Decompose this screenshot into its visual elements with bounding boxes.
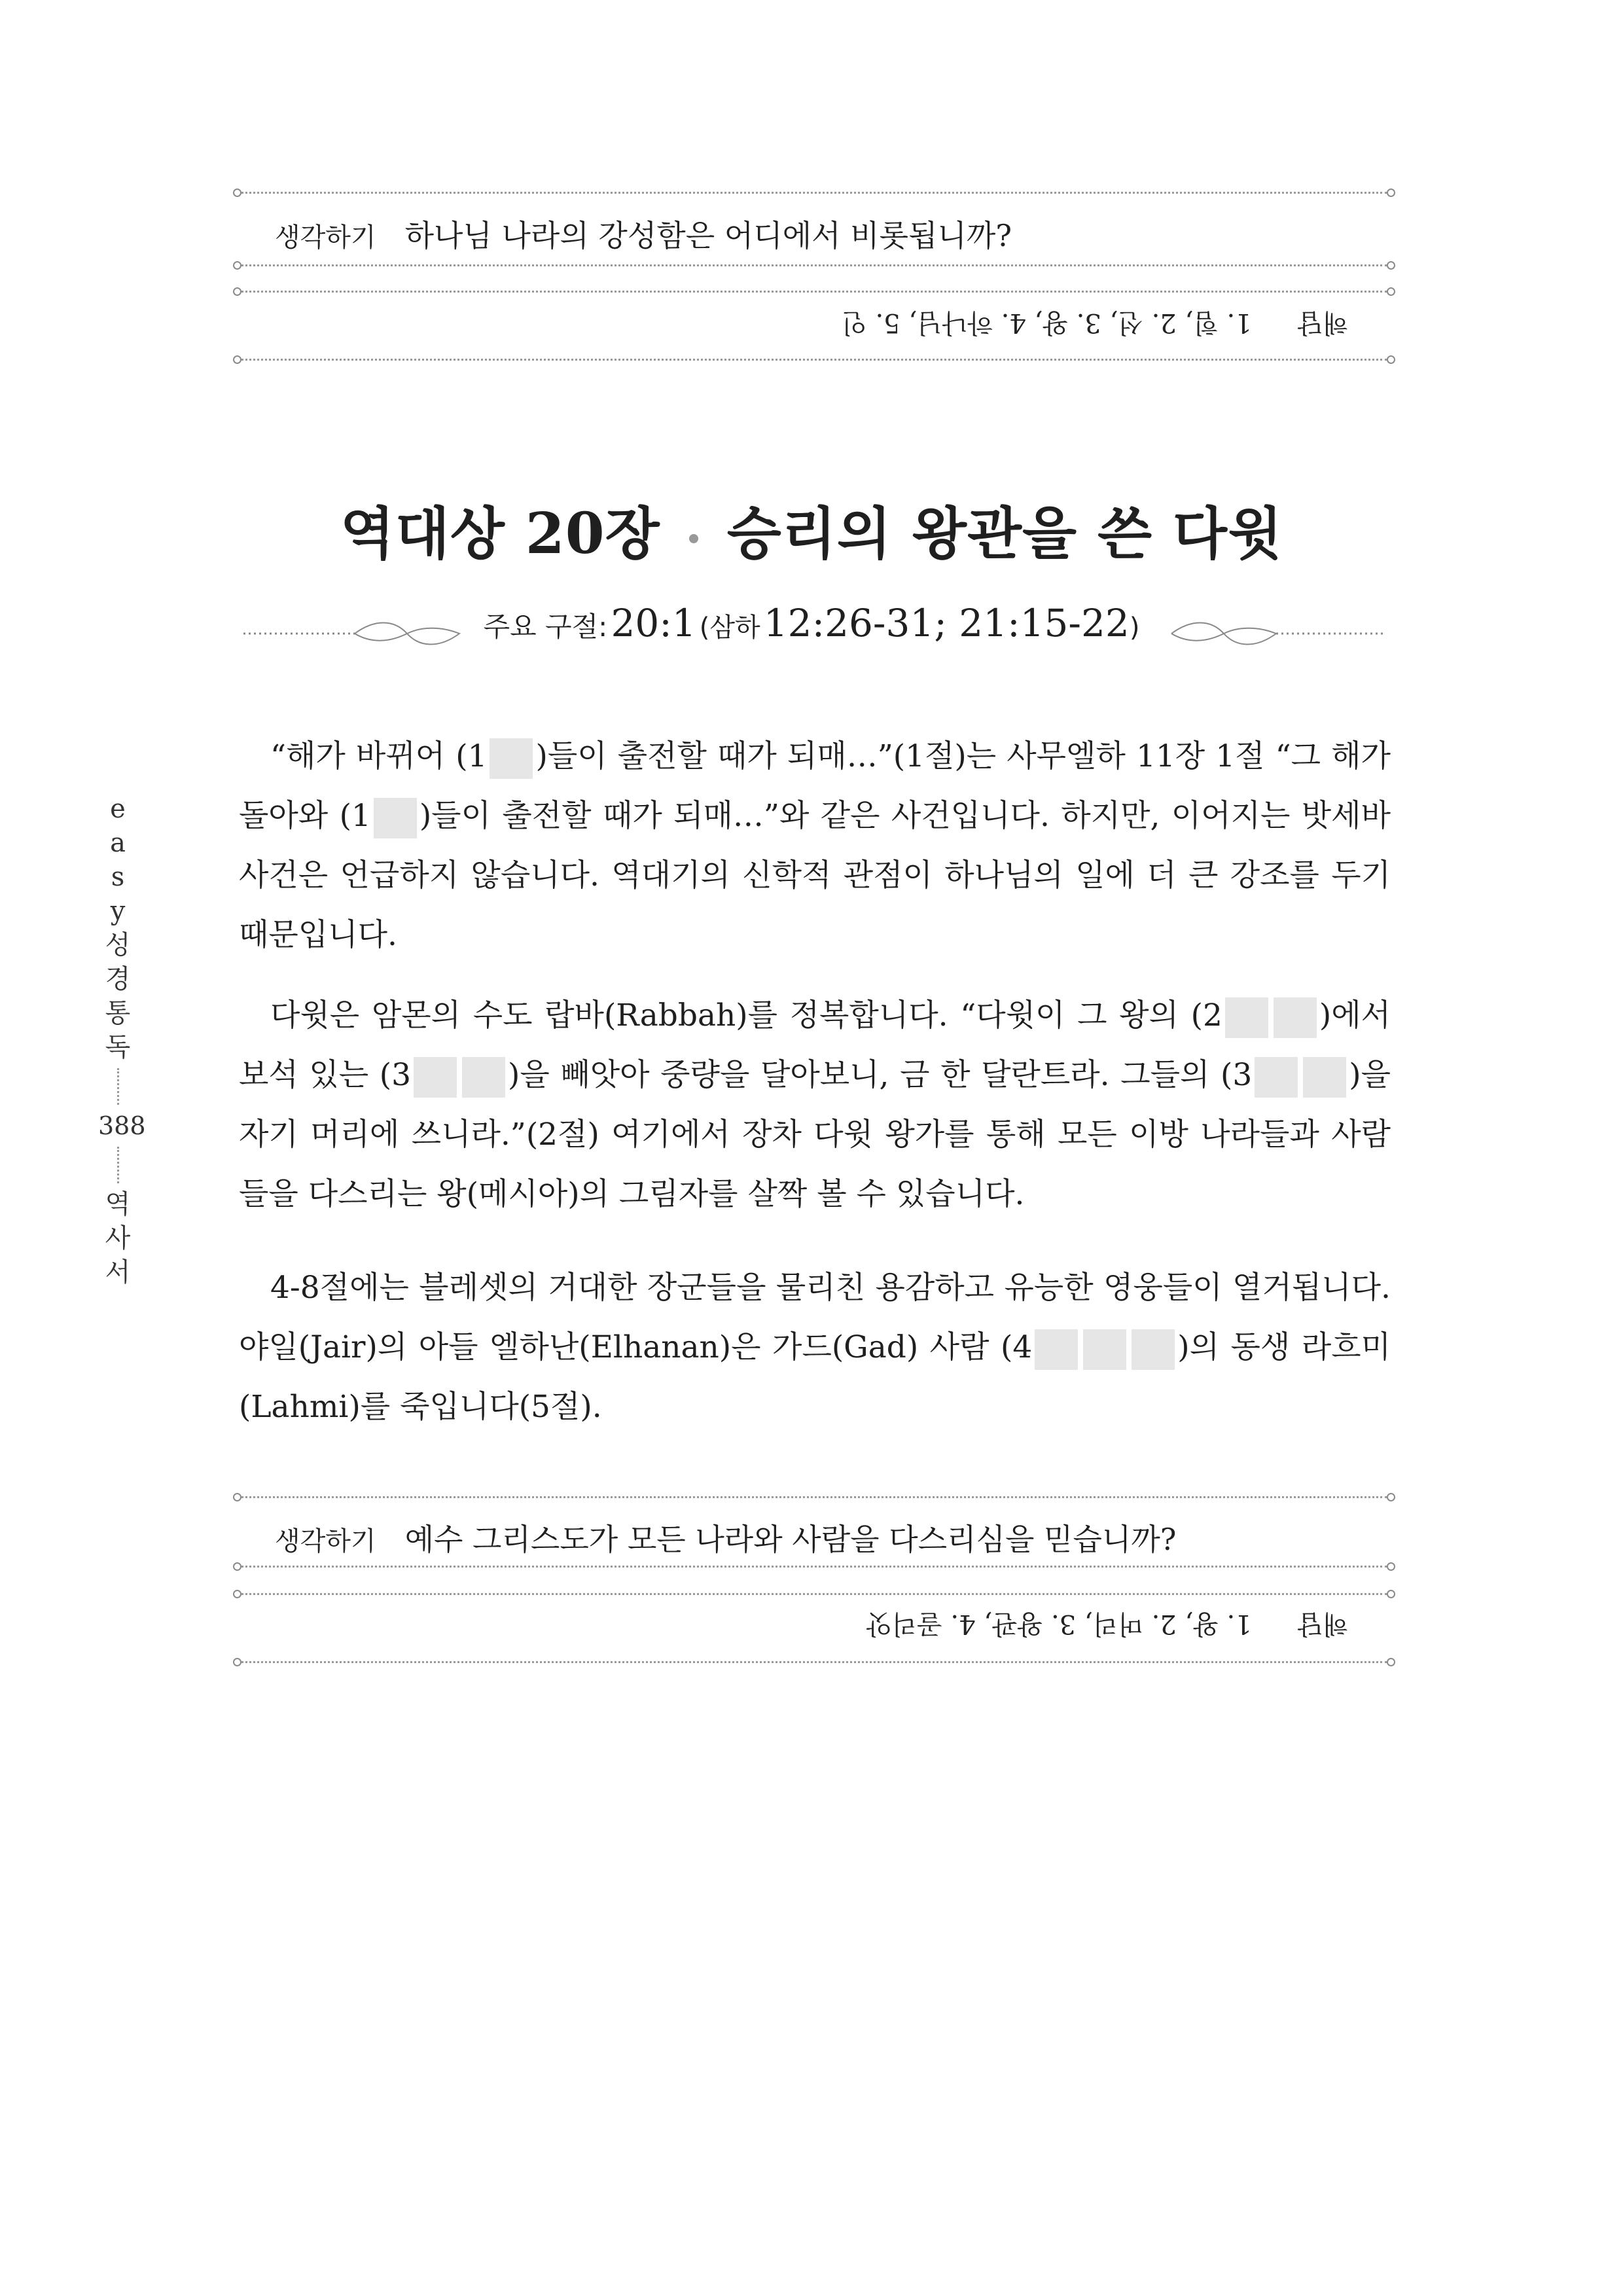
sidebar-divider xyxy=(117,1147,119,1183)
paragraph-text: “해가 바뀌어 (1 xyxy=(270,738,488,774)
blank-box xyxy=(1255,1057,1298,1098)
series-char: 경 xyxy=(105,964,131,994)
chapter-title xyxy=(0,488,1623,569)
section-char: 사 xyxy=(105,1223,131,1253)
think-box-1 xyxy=(275,212,1012,255)
paragraph-text: 다윗은 암몬의 수도 랍바(Rabbah)를 정복합니다. “다윗이 그 왕의 (2 xyxy=(270,997,1222,1033)
think-box-2 xyxy=(275,1516,1176,1559)
paragraph-2 xyxy=(239,986,1391,1224)
think-question: 하나님 나라의 강성함은 어디에서 비롯됩니까? xyxy=(404,218,1012,253)
think-question: 예수 그리스도가 모든 나라와 사람을 다스리심을 믿습니까? xyxy=(404,1522,1177,1557)
paragraph-text: )들이 출전할 때가 되매…”와 같은 사건입니다. 하지만, 이어지는 밧세바 사건은 언급하지 않습니다. 역대기의 신학적 관점이 하나님의 일에 더 큰 강조를 두기 때문입니다. xyxy=(239,798,1391,953)
blank-box xyxy=(490,738,533,779)
series-letter: y xyxy=(110,896,126,926)
series-char: 통 xyxy=(105,998,131,1028)
paragraph-text: 4-8절에는 블레셋의 거대한 장군들을 물리친 용감하고 유능한 영웅들이 열거됩니다. 야일(Jair)의 아들 엘하난(Elhanan)은 가드(Gad) 사람 (4 xyxy=(239,1270,1391,1365)
divider xyxy=(241,1661,1387,1663)
answer-label: 해답 xyxy=(1297,308,1348,338)
answer-label: 해답 xyxy=(1297,1609,1348,1639)
key-verse-label: 주요 구절: xyxy=(483,611,608,643)
paragraph-text: )의 동생 라흐미(Lahmi)를 죽입니다(5절). xyxy=(239,1329,1391,1425)
chapter-book: 역대상 20장 xyxy=(340,501,660,567)
think-label: 생각하기 xyxy=(275,223,376,253)
section-char: 역 xyxy=(105,1189,131,1219)
divider xyxy=(241,1566,1387,1568)
title-separator-dot xyxy=(689,534,698,543)
blank-box xyxy=(1303,1057,1346,1098)
blank-box xyxy=(1083,1329,1126,1370)
blank-box xyxy=(374,798,417,838)
divider xyxy=(241,291,1387,293)
series-char: 독 xyxy=(105,1032,131,1062)
section-char: 서 xyxy=(105,1257,131,1287)
divider xyxy=(241,1496,1387,1498)
key-verse-refs: 12:26-31; 21:15-22 xyxy=(763,601,1130,645)
paragraph-text: )들이 출전할 때가 되매…”(1절)는 사무엘하 11장 1절 “그 해가 돌아와 (1 xyxy=(239,738,1391,834)
sidebar-divider xyxy=(117,1068,119,1105)
series-letter: a xyxy=(110,828,126,858)
answer-text: 1. 힘, 2. 선, 3. 왕, 4. 하나님, 5. 인 xyxy=(842,308,1252,338)
blank-box xyxy=(1035,1329,1078,1370)
paragraph-1 xyxy=(239,726,1391,965)
answer-upside-down-2 xyxy=(772,1607,1348,1645)
paragraph-3 xyxy=(239,1258,1391,1437)
chapter-subtitle: 승리의 왕관을 쓴 다윗 xyxy=(726,501,1283,567)
blank-box xyxy=(1132,1329,1175,1370)
answer-upside-down-1 xyxy=(772,306,1348,344)
blank-box xyxy=(414,1057,457,1098)
paragraph-text: )을 자기 머리에 쓰니라.”(2절) 여기에서 장차 다윗 왕가를 통해 모든 이방 나라들과 사람들을 다스리는 왕(메시아)의 그림자를 살짝 볼 수 있습니다. xyxy=(239,1057,1391,1212)
blank-box xyxy=(1274,997,1317,1038)
paragraph-text: )을 빼앗아 중량을 달아보니, 금 한 달란트라. 그들의 (3 xyxy=(508,1057,1253,1093)
page-number: 388 xyxy=(98,1111,146,1140)
answer-text: 1. 왕, 2. 머리, 3. 왕관, 4. 골리앗 xyxy=(866,1609,1252,1639)
blank-box xyxy=(462,1057,505,1098)
divider xyxy=(241,192,1387,194)
divider xyxy=(241,264,1387,266)
sidebar xyxy=(98,792,146,1289)
divider xyxy=(241,1593,1387,1595)
paragraph-text: )에서 보석 있는 (3 xyxy=(239,997,1391,1093)
key-verse-paren-close: ) xyxy=(1129,613,1140,643)
divider xyxy=(241,359,1387,361)
series-letter: e xyxy=(110,794,126,824)
think-label: 생각하기 xyxy=(275,1526,376,1556)
series-char: 성 xyxy=(105,930,131,960)
blank-box xyxy=(1225,997,1268,1038)
key-verse-main: 20:1 xyxy=(611,601,696,645)
key-verse-paren-open: (삼하 xyxy=(699,613,760,643)
ornament-right-icon xyxy=(1152,614,1387,653)
series-letter: s xyxy=(111,862,125,892)
